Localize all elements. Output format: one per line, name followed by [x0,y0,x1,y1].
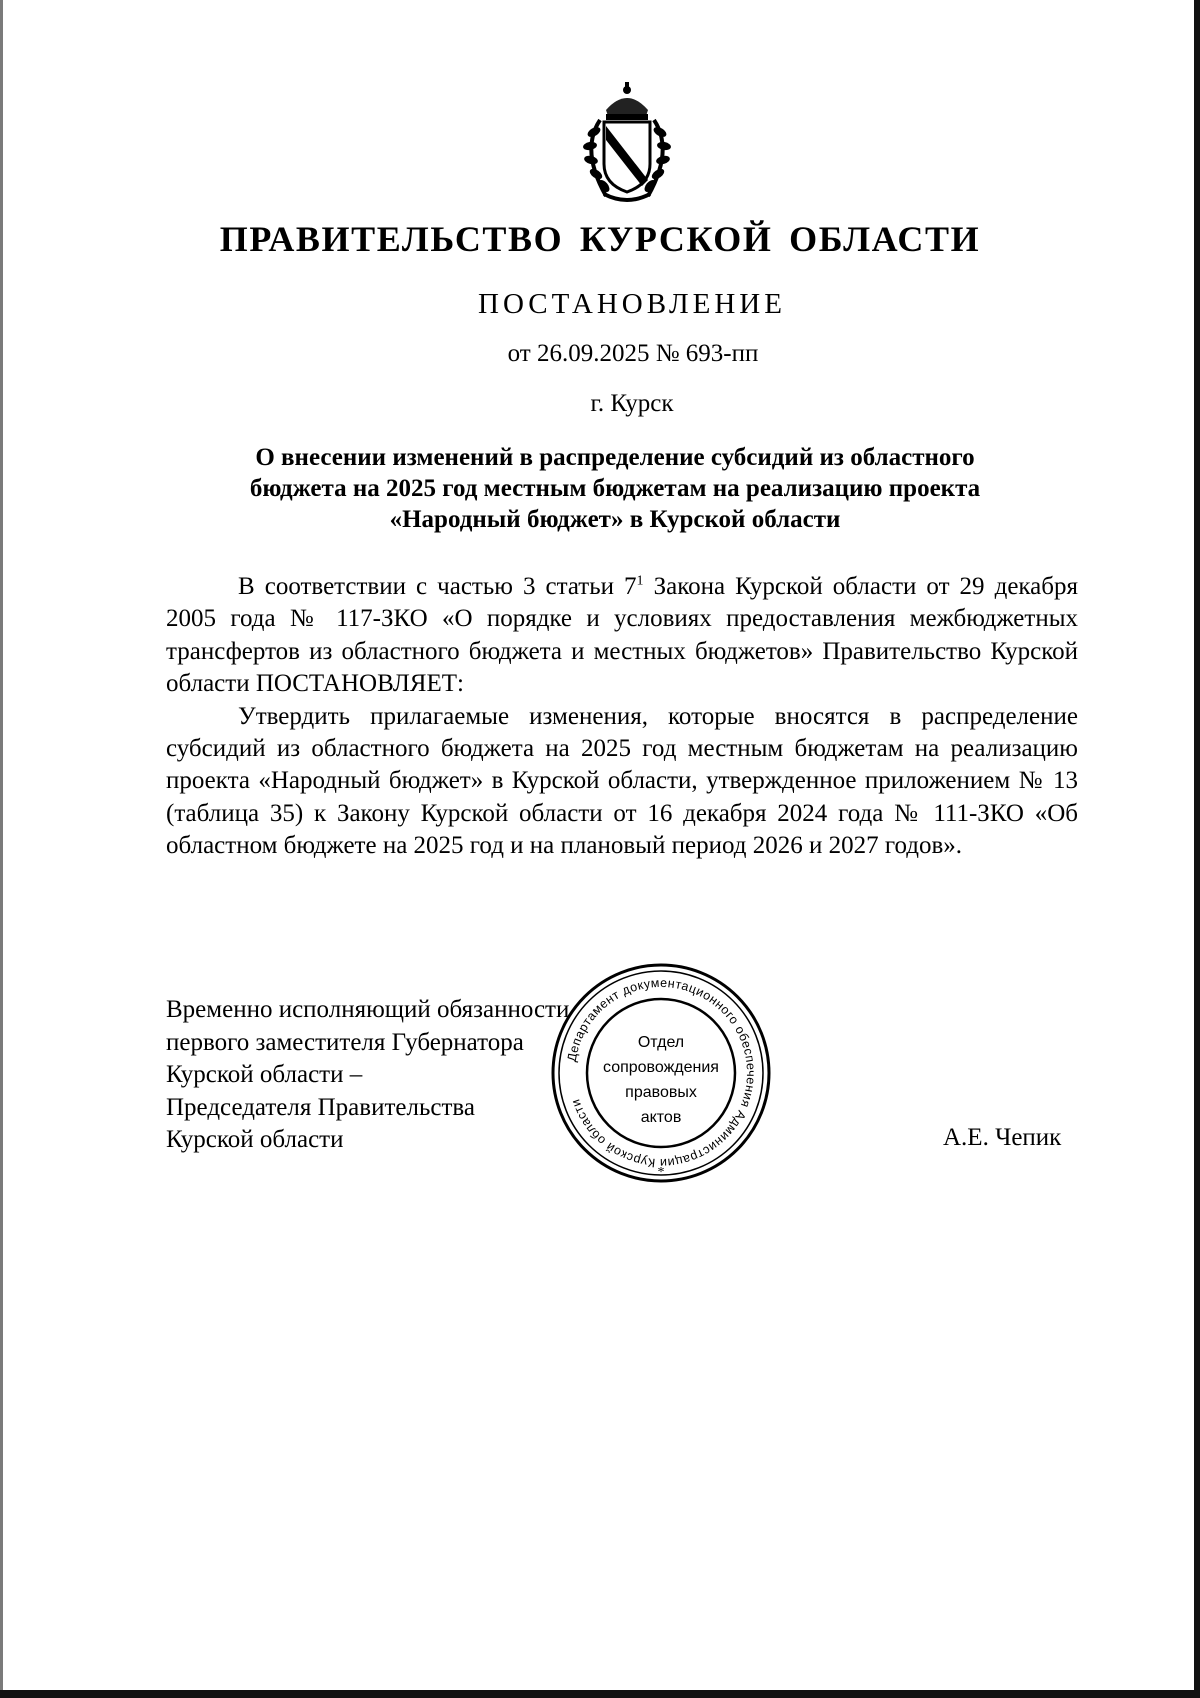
stamp-center-line: сопровождения [603,1059,719,1076]
document-date-number: от 26.09.2025 № 693-пп [507,340,759,367]
subject-line: «Народный бюджет» в Курской области [389,506,841,533]
signer-position-line: Временно исполняющий обязанности [166,996,570,1023]
scan-edge-bottom [0,1690,1200,1698]
document-body [166,571,1078,863]
kursk-coat-of-arms-icon [566,80,688,206]
document-type: ПОСТАНОВЛЕНИЕ [478,288,786,320]
signer-position-line: Председателя Правительства [166,1093,475,1121]
stamp-star-icon: * [657,1165,665,1180]
stamp-center-text [588,1030,734,1130]
subject-line: бюджета на 2025 год местным бюджетам на реализацию проекта [249,475,981,502]
body-p1-rest: Закона Курской области от 29 декабря 2005 года № 117-ЗКО «О порядке и условиях предоставления межбюджетных трансфертов из областного бюджета и местных бюджетов» Правительство Курской области ПОСТАНОВЛЯЕТ: [166,573,1078,698]
signer-position-line: первого заместителя Губернатора [166,1028,524,1056]
article-superscript: 1 [636,573,644,589]
body-paragraph-1 [166,571,1078,701]
stamp-center-line: правовых [625,1084,697,1101]
body-p1-start: В соответствии с частью 3 статьи 7 [238,573,637,600]
stamp-center-line: Отдел [637,1034,685,1051]
document-subject [150,442,1080,535]
subject-line: О внесении изменений в распределение субсидий из областного [255,444,975,471]
body-paragraph-2: Утвердить прилагаемые изменения, которые вносятся в распределение субсидий из областного бюджета на 2025 год местным бюджетам на реализацию проекта «Народный бюджет» в Курской области, утвержденное приложением № 13 (таблица 35) к Закону Курской области от 16 декабря 2024 года № 111-ЗКО «Об областном бюджете на 2025 год и на плановый период 2026 и 2027 годов». [166,702,1078,860]
signer-position-line: Курской области – [166,1061,363,1089]
signer-name: А.Е. Чепик [943,1124,1062,1151]
signer-position-line: Курской области [166,1126,344,1154]
stamp-center-line: актов [640,1109,682,1126]
document-city: г. Курск [590,390,674,417]
government-title: ПРАВИТЕЛЬСТВО КУРСКОЙ ОБЛАСТИ [219,219,981,259]
stamp-ring-text: Департамент документационного обеспечения Администрации Курской области [564,975,759,1171]
